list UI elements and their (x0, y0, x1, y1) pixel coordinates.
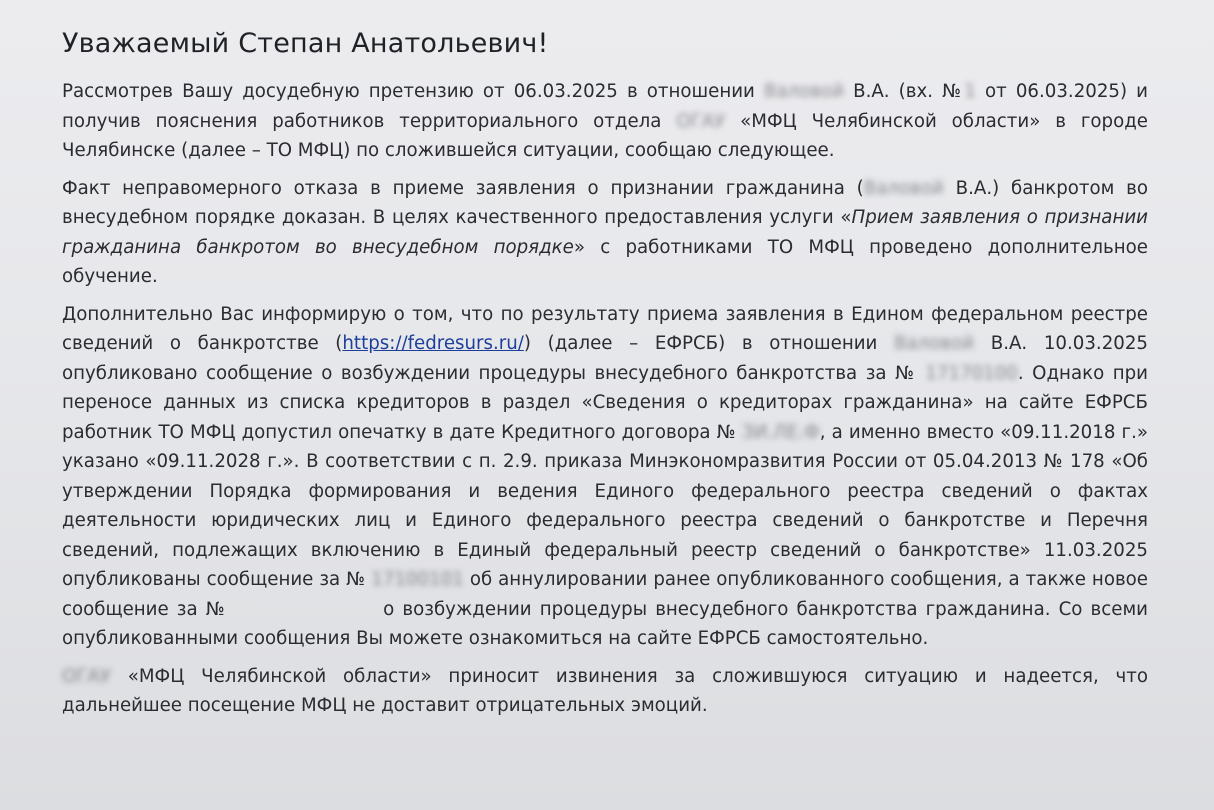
redacted-message-number: 17100101 (371, 569, 464, 590)
redacted-message-number: 17170100 (925, 362, 1018, 384)
p3-text-c: В.А. 10.03.2025 опубликовано сообщение о возбуждении процедуры внесудебного банкротства за № (62, 333, 1148, 384)
redacted-org: ОГАУ (676, 110, 726, 132)
redacted-name: Валовой (894, 333, 975, 354)
p1-text-c: от 06.03.2025) и получив пояснения работников территориального отдела (62, 81, 1148, 132)
greeting-heading: Уважаемый Степан Анатольевич! (62, 28, 549, 59)
fedresurs-link[interactable]: https://fedresurs.ru/ (342, 333, 524, 354)
redacted-name: Валовой (763, 81, 845, 102)
redacted-number: 1 (964, 81, 976, 102)
p3-text-a: Дополнительно Вас информирую о том, что по результату приема заявления в Едином федеральном реестре сведений о банкротстве ( (62, 303, 1148, 354)
paragraph-2 (62, 174, 1148, 292)
p2-text-a: Факт неправомерного отказа в приеме заявления о признании гражданина ( (62, 177, 864, 199)
p1-text-d: «МФЦ Челябинской области» в городе Челябинске (далее – ТО МФЦ) по сложившейся ситуации, сообщаю следующее. (62, 110, 1148, 161)
p3-text-e: , а именно вместо «09.11.2018 г.» указано «09.11.2028 г.». В соответствии с п. 2.9. приказа Минэкономразвития России от 05.04.2013 № 178 «Об утверждении Порядка формирования и ведения Единого федерального реестра сведений о фактах деятельности юридических лиц и Единого федерального реестра сведений о банкротстве и Перечня сведений, подлежащих включению в Единый федеральный реестр сведений о банкротстве» 11.03.2025 опубликованы сообщение за № (62, 421, 1148, 590)
p1-text-b: В.А. (вх. № (844, 81, 965, 102)
p3-text-g: о возбуждении процедуры внесудебного банкротства гражданина. Со всеми опубликованными сообщения Вы можете ознакомиться на сайте ЕФРСБ самостоятельно. (62, 598, 1148, 649)
paragraph-1 (62, 77, 1148, 166)
p1-text-a: Рассмотрев Вашу досудебную претензию от 06.03.2025 в отношении (62, 81, 764, 102)
p3-text-b: ) (далее – ЕФРСБ) в отношении (523, 333, 895, 354)
service-name: Прием заявления о признании гражданина банкротом во внесудебном порядке (62, 207, 1148, 258)
p2-text-c: » с работниками ТО МФЦ проведено дополнительное обучение. (62, 236, 1148, 287)
paragraph-3 (62, 300, 1148, 654)
paragraph-4 (62, 662, 1148, 721)
p3-text-f: об аннулировании ранее опубликованного сообщения, а также новое сообщение за № (62, 569, 1148, 620)
p4-text-a: «МФЦ Челябинской области» приносит извинения за сложившуюся ситуацию и надеется, что дальнейшее посещение МФЦ не доставит отрицательных эмоций. (62, 665, 1148, 716)
p2-text-b: В.А.) банкротом во внесудебном порядке доказан. В целях качественного предоставления услуги « (62, 177, 1148, 228)
p3-text-d: . Однако при переносе данных из списка кредиторов в раздел «Сведения о кредиторах гражданина» на сайте ЕФРСБ работник ТО МФЦ допустил опечатку в дате Кредитного договора № (62, 362, 1148, 443)
redacted-contract-number: ЗИ.ЛЕ.Ф (742, 421, 820, 443)
redacted-name: Валовой (863, 177, 944, 199)
redacted-org: ОГАУ (62, 665, 111, 687)
